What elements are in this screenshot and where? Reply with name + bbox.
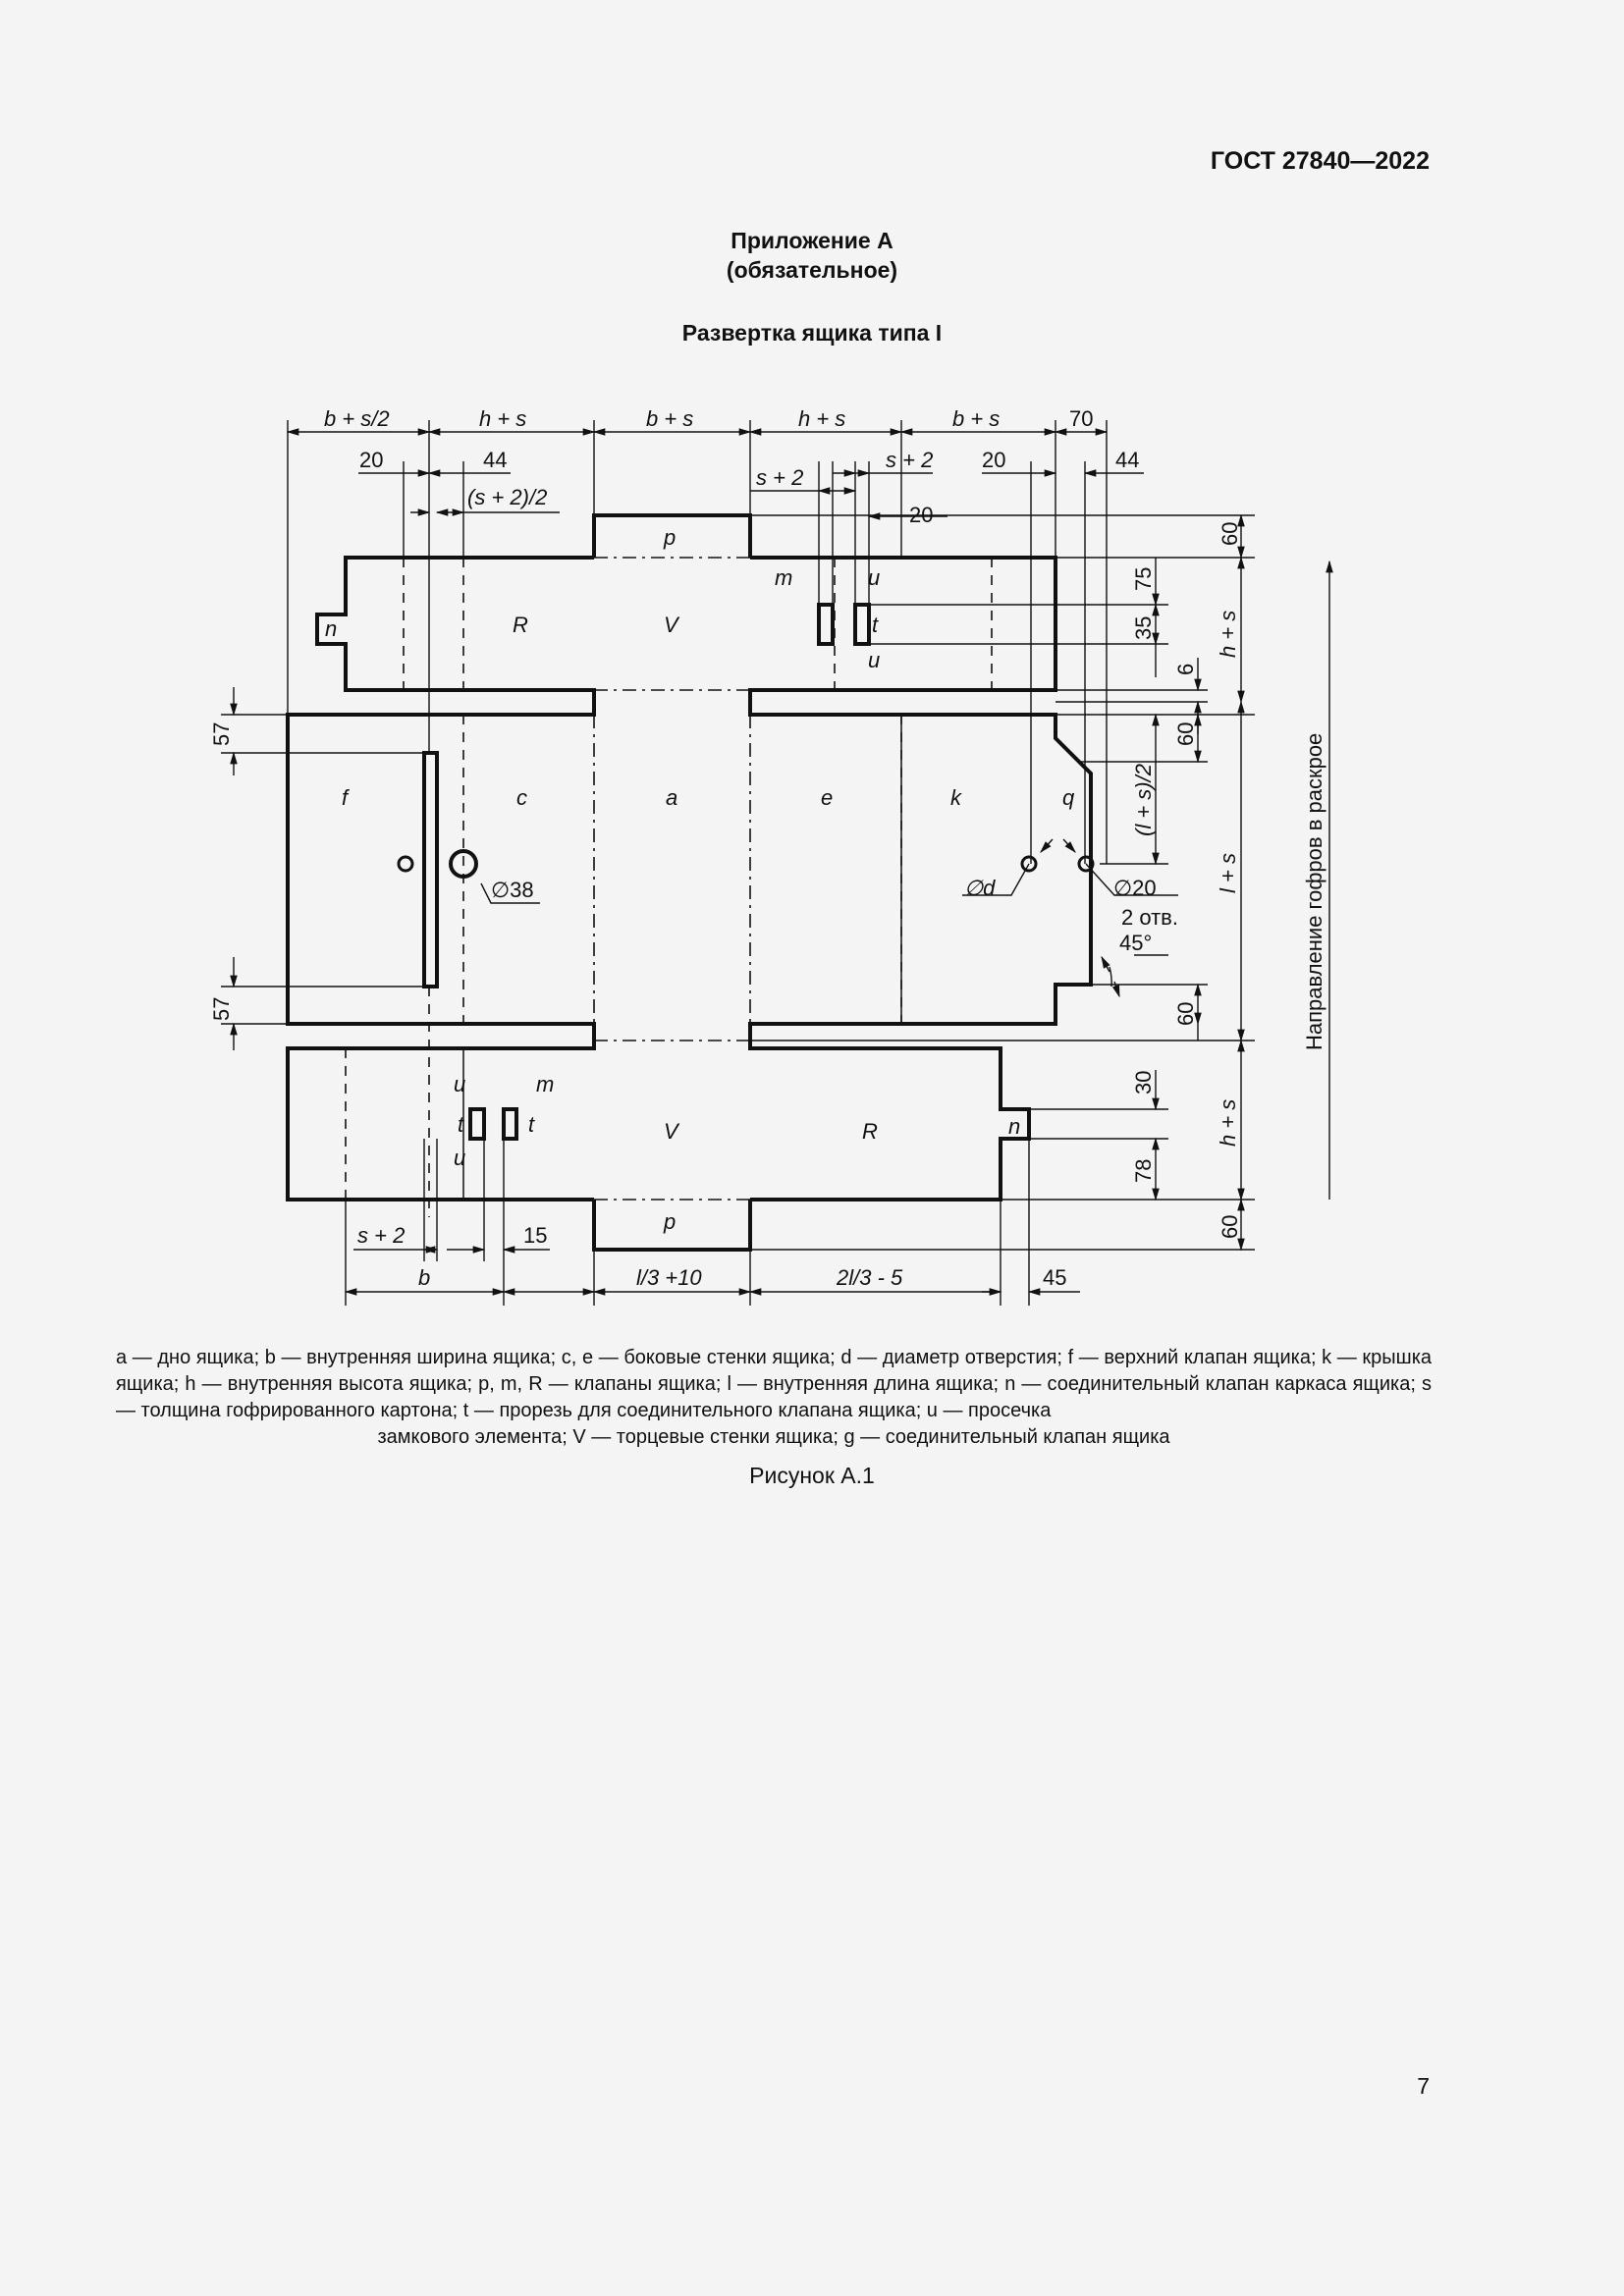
dim-s2-b: s + 2 — [886, 448, 934, 472]
legend-line-1: a — дно ящика; b — внутренняя ширина ящика; c, e — боковые стенки ящика; d — диаметр отверстия; f — верхний клапан ящика; — [116, 1347, 1317, 1368]
dim-r75: 75 — [1131, 566, 1156, 591]
legend-line-3: клапан каркаса ящика; s — толщина гофрированного картона; t — прорезь для соединительного клапана ящика; u — просечка — [116, 1373, 1433, 1421]
label-R-top: R — [513, 613, 528, 637]
dim-20-c: 20 — [909, 503, 934, 527]
label-R-bot: R — [862, 1119, 878, 1144]
dim-top-5: b + s — [952, 406, 1001, 431]
label-e: e — [821, 785, 834, 810]
dim-r60-d: 60 — [1218, 1214, 1242, 1239]
dim-dia-38: ∅38 — [491, 878, 534, 902]
dimension-labels — [209, 406, 1326, 1290]
dim-20-b: 20 — [982, 448, 1006, 472]
dim-r6: 6 — [1173, 663, 1198, 675]
figure-caption: Рисунок А.1 — [749, 1463, 875, 1488]
dim-top-4: h + s — [798, 406, 846, 431]
dim-h-s-2: h + s — [1216, 1098, 1240, 1147]
dim-r78: 78 — [1131, 1158, 1156, 1183]
figure-title: Развертка ящика типа I — [681, 320, 943, 346]
label-n-top: n — [325, 616, 338, 641]
label-c: c — [516, 785, 527, 810]
figure-legend — [116, 1345, 1432, 1451]
legend-line-4: замкового элемента; V — торцевые стенки ящика; g — соединительный клапан ящика — [377, 1426, 1170, 1448]
dim-57-a: 57 — [209, 721, 234, 746]
label-t-top: t — [872, 613, 879, 637]
page-number: 7 — [1417, 2073, 1430, 2099]
dim-57-b: 57 — [209, 996, 234, 1021]
appendix-title: Приложение А — [731, 228, 893, 253]
dim-top-3: b + s — [646, 406, 694, 431]
fold-lines — [594, 558, 750, 1200]
dim-dia-d: ∅d — [964, 876, 996, 900]
dim-20-a: 20 — [359, 448, 384, 472]
legend-line-2: k — крышка ящика; h — внутренняя высота ящика; p, m, R — клапаны ящика; l — внутренняя длина ящика; n — соединительный — [116, 1347, 1433, 1395]
label-u-top-1: u — [868, 565, 881, 590]
dim-s2-half: (s + 2)/2 — [467, 485, 548, 509]
label-m-bot: m — [536, 1072, 555, 1096]
appendix-status: (обязательное) — [726, 257, 898, 283]
label-t-bot-2: t — [528, 1112, 535, 1137]
grain-direction-label: Направление гофров в раскрое — [1302, 732, 1326, 1050]
dim-holes: 2 отв. — [1121, 905, 1178, 930]
dim-bottom-2l3: 2l/3 - 5 — [837, 1265, 903, 1290]
dim-44-b: 44 — [1115, 448, 1140, 472]
label-t-bot-1: t — [458, 1112, 464, 1137]
label-u-bot-2: u — [454, 1146, 466, 1170]
dim-r30: 30 — [1131, 1070, 1156, 1095]
label-u-top-2: u — [868, 648, 881, 672]
label-m-top: m — [775, 565, 793, 590]
label-f: f — [342, 785, 349, 810]
dim-dia-20: ∅20 — [1113, 876, 1157, 900]
dim-top-1: b + s/2 — [324, 406, 390, 431]
dim-l-s: l + s — [1216, 853, 1240, 893]
dim-bottom-l3: l/3 +10 — [636, 1265, 702, 1290]
dim-bottom-15: 15 — [523, 1223, 548, 1248]
dim-r60-a: 60 — [1218, 521, 1242, 546]
dim-bottom-s2: s + 2 — [357, 1223, 406, 1248]
label-k: k — [950, 785, 961, 810]
standard-number: ГОСТ 27840—2022 — [1210, 147, 1430, 175]
dim-r35: 35 — [1131, 615, 1156, 640]
label-p-top: p — [664, 525, 677, 550]
dim-top-2: h + s — [479, 406, 527, 431]
label-a: a — [666, 785, 678, 810]
label-V-top: V — [664, 613, 678, 637]
dim-r60-c: 60 — [1173, 1001, 1198, 1026]
dim-bottom-45: 45 — [1043, 1265, 1067, 1290]
dim-angle: 45° — [1119, 931, 1153, 955]
dim-s2-a: s + 2 — [756, 465, 804, 490]
dim-top-6: 70 — [1069, 406, 1094, 431]
dim-l-s-half: (l + s)/2 — [1131, 764, 1156, 836]
dimension-lines — [221, 420, 1329, 1306]
dim-bottom-b: b — [418, 1265, 431, 1290]
dim-r60-b: 60 — [1173, 721, 1198, 746]
dim-h-s-1: h + s — [1216, 610, 1240, 658]
label-p-bot: p — [664, 1209, 677, 1234]
dim-44-a: 44 — [483, 448, 508, 472]
label-n-bot: n — [1008, 1114, 1021, 1139]
label-u-bot-1: u — [454, 1072, 466, 1096]
label-q: q — [1062, 785, 1075, 810]
label-V-bot: V — [664, 1119, 678, 1144]
